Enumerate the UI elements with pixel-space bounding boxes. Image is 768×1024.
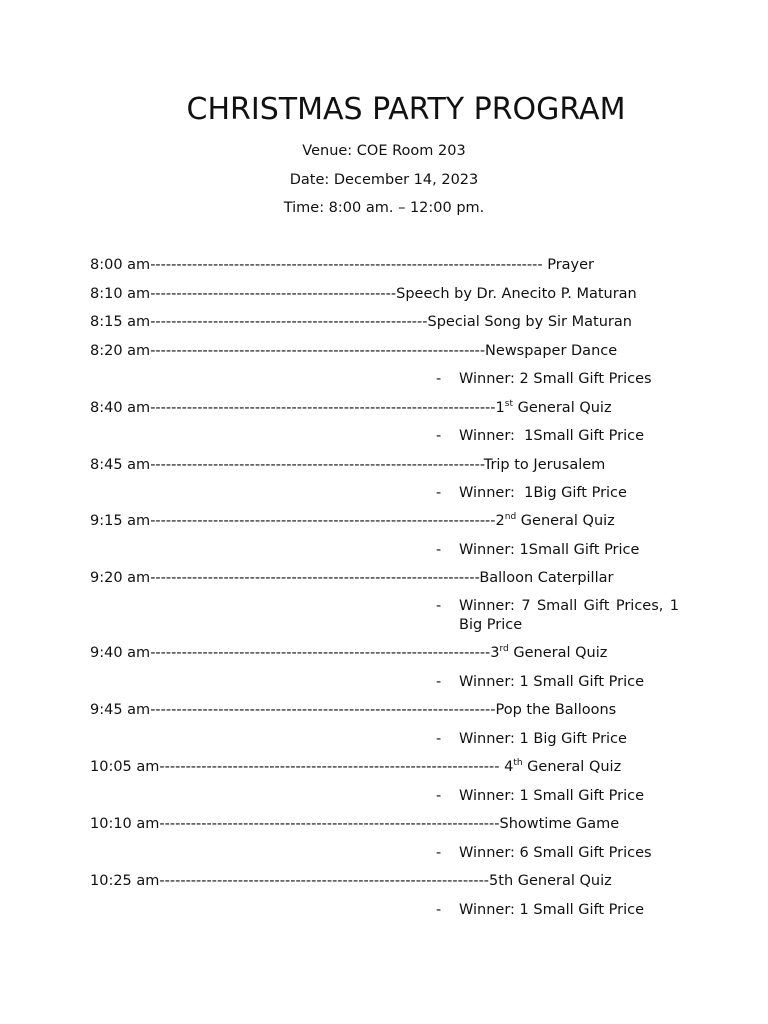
item-ordinal: 2 [495, 513, 505, 529]
item-event: General Quiz [516, 513, 615, 529]
item-ordinal-suffix: nd [504, 512, 517, 522]
item-time: 8:10 am [90, 286, 151, 302]
item-time: 8:15 am [90, 314, 151, 330]
item-time: 9:20 am [90, 570, 151, 586]
item-leader-dashes: --------------------------------------------------------------- [159, 873, 490, 889]
program-item [90, 569, 613, 587]
item-time: 8:45 am [90, 457, 151, 473]
bullet-dash: - [436, 371, 442, 387]
item-leader-dashes: ----------------------------------------------- [150, 286, 397, 302]
item-leader-dashes: ----------------------------------------------------------------- [150, 645, 491, 661]
program-title: CHRISTMAS PARTY PROGRAM [186, 92, 626, 127]
item-event: Newspaper Dance [485, 343, 618, 359]
item-time: 9:40 am [90, 645, 151, 661]
program-item [90, 815, 619, 833]
item-winner: Winner: 1 Small Gift Price [459, 902, 645, 918]
item-time: 10:10 am [90, 816, 160, 832]
bullet-dash: - [436, 902, 442, 918]
item-event: General Quiz [512, 400, 612, 416]
item-leader-dashes: ------------------------------------------------------------------ [150, 702, 496, 718]
program-item [90, 313, 632, 331]
program-item [90, 285, 637, 303]
item-leader-dashes: --------------------------------------------------------------------------- [150, 257, 548, 273]
bullet-dash: - [436, 674, 442, 690]
date-line: Date: December 14, 2023 [289, 172, 479, 188]
bullet-dash: - [436, 731, 442, 747]
item-winner: Winner: 1Small Gift Price [459, 428, 645, 444]
item-event: Prayer [547, 257, 595, 273]
item-ordinal-suffix: st [504, 399, 513, 409]
item-event: 5th General Quiz [489, 873, 612, 889]
item-leader-dashes: ----------------------------------------------------------------- [159, 759, 505, 775]
program-item [90, 644, 607, 662]
item-leader-dashes: ------------------------------------------------------------------ [150, 513, 496, 529]
item-time: 8:00 am [90, 257, 151, 273]
item-event: General Quiz [522, 759, 622, 775]
item-winner: Winner: 1 Small Gift Price [459, 788, 645, 804]
bullet-dash: - [436, 485, 442, 501]
item-winner: Winner: 2 Small Gift Prices [459, 371, 652, 387]
item-winner: Winner: 1 Big Gift Price [459, 731, 627, 747]
item-winner: Winner: 1 Small Gift Price [459, 674, 645, 690]
item-time: 9:45 am [90, 702, 151, 718]
program-item [90, 872, 612, 890]
time-line: Time: 8:00 am. – 12:00 pm. [283, 200, 485, 216]
item-event: Speech by Dr. Anecito P. Maturan [396, 286, 637, 302]
item-time: 8:40 am [90, 400, 151, 416]
item-event: Pop the Balloons [495, 702, 617, 718]
bullet-dash: - [436, 788, 442, 804]
item-leader-dashes: ---------------------------------------------------------------- [150, 457, 484, 473]
item-event: General Quiz [508, 645, 608, 661]
item-ordinal-suffix: rd [499, 644, 509, 654]
item-time: 9:15 am [90, 513, 151, 529]
bullet-dash: - [436, 428, 442, 444]
program-item [90, 758, 621, 776]
item-ordinal: 1 [495, 400, 505, 416]
program-item [90, 456, 605, 474]
item-event: Balloon Caterpillar [479, 570, 614, 586]
program-item [90, 701, 616, 719]
item-leader-dashes: --------------------------------------------------------------- [150, 570, 480, 586]
program-item [90, 399, 612, 417]
item-winner: Winner: 1Big Gift Price [459, 485, 627, 501]
program-item [90, 342, 617, 360]
bullet-dash: - [436, 598, 442, 614]
item-ordinal: 3 [490, 645, 500, 661]
item-event: Special Song by Sir Maturan [427, 314, 632, 330]
bullet-dash: - [436, 542, 442, 558]
item-leader-dashes: ------------------------------------------------------------------ [150, 400, 496, 416]
item-event: Trip to Jerusalem [483, 457, 606, 473]
item-leader-dashes: ----------------------------------------------------- [150, 314, 428, 330]
program-item [90, 512, 615, 530]
item-winner: Winner: 1Small Gift Price [459, 542, 640, 558]
item-event: Showtime Game [499, 816, 620, 832]
item-winner: Winner: 7 Small Gift Prices, 1 Big Price [459, 598, 679, 633]
item-time: 10:25 am [90, 873, 160, 889]
item-leader-dashes: ----------------------------------------------------------------- [159, 816, 500, 832]
item-time: 8:20 am [90, 343, 151, 359]
item-winner: Winner: 6 Small Gift Prices [459, 845, 652, 861]
item-ordinal: 4 [504, 759, 514, 775]
item-ordinal-suffix: th [513, 758, 523, 768]
item-time: 10:05 am [90, 759, 160, 775]
venue-line: Venue: COE Room 203 [302, 143, 466, 159]
program-item [90, 256, 594, 274]
bullet-dash: - [436, 845, 442, 861]
item-leader-dashes: ---------------------------------------------------------------- [150, 343, 486, 359]
